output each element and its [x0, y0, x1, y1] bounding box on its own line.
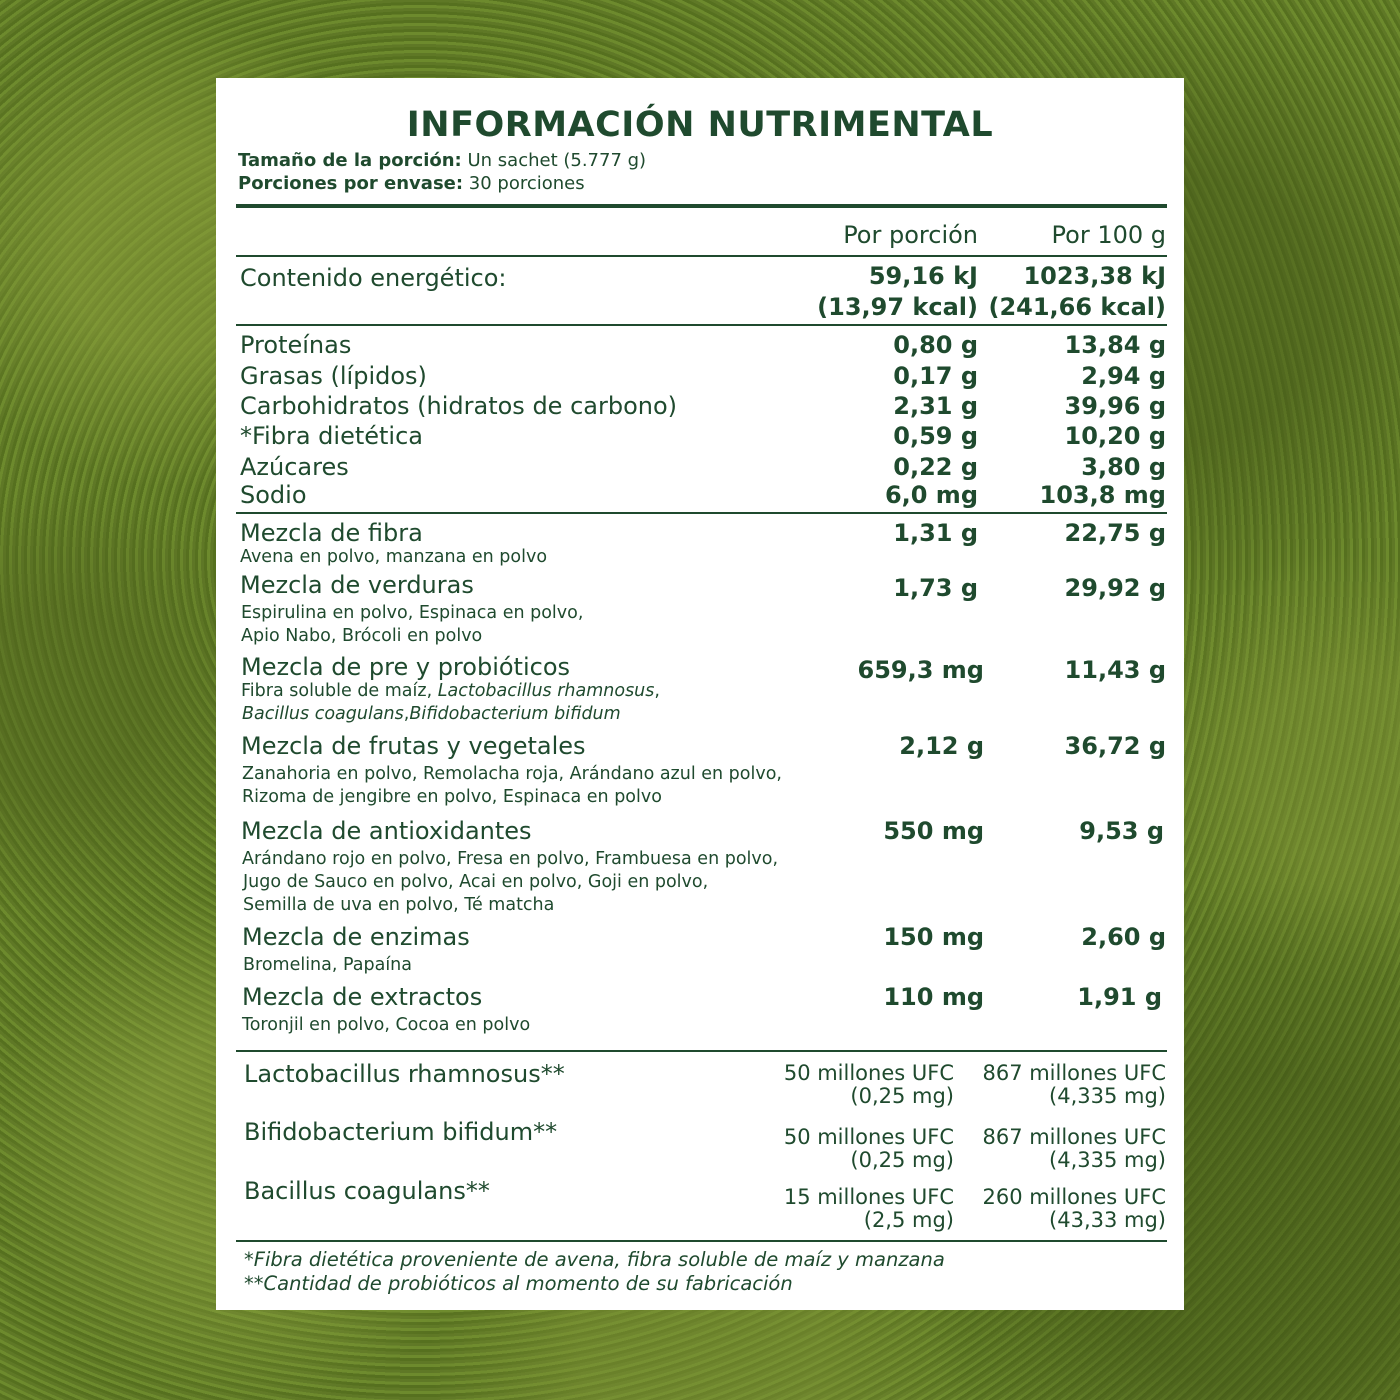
probiotic-100g-mg: (4,335 mg): [1049, 1084, 1166, 1108]
probiotic-100g: 867 millones UFC: [982, 1125, 1166, 1149]
blend-portion: 110 mg: [883, 983, 984, 1011]
footnote: **Cantidad de probióticos al momento de su fabricación: [244, 1272, 793, 1295]
servings-per-container: [238, 175, 585, 193]
nutrient-100g: 13,84 g: [1064, 331, 1166, 359]
probiotic-portion-mg: (0,25 mg): [850, 1148, 954, 1172]
divider: [236, 255, 1167, 257]
nutrient-name: *Fibra dietética: [240, 422, 423, 450]
blend-ingredients: Jugo de Sauco en polvo, Acai en polvo, Goji en polvo,: [243, 872, 709, 892]
serving-size: [238, 152, 646, 170]
probiotic-name: Lactobacillus rhamnosus**: [244, 1060, 565, 1088]
blend-ingredients: Zanahoria en polvo, Remolacha roja, Arándano azul en polvo,: [242, 764, 782, 784]
nutrient-portion: 0,59 g: [893, 422, 978, 450]
blend-100g: 29,92 g: [1064, 574, 1166, 602]
divider: [236, 1240, 1167, 1242]
blend-100g: 36,72 g: [1064, 732, 1166, 760]
energy-label: Contenido energético:: [240, 264, 507, 292]
blend-portion: 1,31 g: [893, 519, 978, 547]
energy-portion-kj: 59,16 kJ: [868, 262, 978, 290]
probiotic-100g-mg: (4,335 mg): [1049, 1148, 1166, 1172]
serving-size-value: Un sachet (5.777 g): [467, 150, 647, 171]
blend-name: Mezcla de fibra: [240, 519, 423, 547]
label-title: INFORMACIÓN NUTRIMENTAL: [406, 105, 994, 145]
blend-portion: 550 mg: [883, 817, 984, 845]
ingredient-text: Fibra soluble de maíz,: [241, 681, 433, 701]
nutrition-label: [216, 78, 1184, 1310]
blend-100g: 22,75 g: [1064, 519, 1166, 547]
blend-name: Mezcla de enzimas: [242, 923, 470, 951]
blend-portion: 150 mg: [883, 923, 984, 951]
serving-size-label: Tamaño de la porción:: [238, 150, 462, 171]
probiotic-100g: 867 millones UFC: [982, 1061, 1166, 1085]
blend-name: Mezcla de frutas y vegetales: [241, 732, 586, 760]
ingredient-separator: ,: [654, 681, 660, 701]
blend-ingredients: Bromelina, Papaína: [243, 955, 413, 975]
energy-100g-kj: 1023,38 kJ: [1023, 262, 1166, 290]
nutrient-portion: 2,31 g: [893, 392, 978, 420]
nutrient-portion: 6,0 mg: [884, 481, 978, 509]
nutrient-100g: 103,8 mg: [1039, 481, 1166, 509]
probiotic-100g-mg: (43,33 mg): [1049, 1208, 1166, 1232]
probiotic-portion: 15 millones UFC: [783, 1185, 954, 1209]
probiotic-portion-mg: (0,25 mg): [850, 1084, 954, 1108]
nutrient-portion: 0,22 g: [893, 453, 978, 481]
probiotic-portion: 50 millones UFC: [783, 1125, 954, 1149]
blend-ingredients: Avena en polvo, manzana en polvo: [240, 547, 548, 567]
probiotic-100g: 260 millones UFC: [982, 1185, 1166, 1209]
servings-per-container-label: Porciones por envase:: [238, 173, 464, 194]
nutrient-name: Sodio: [240, 481, 307, 509]
divider: [236, 204, 1167, 208]
column-header-portion: Por porción: [843, 221, 978, 249]
energy-100g-kcal: (241,66 kcal): [988, 293, 1166, 321]
probiotic-portion: 50 millones UFC: [783, 1061, 954, 1085]
nutrient-100g: 10,20 g: [1064, 422, 1166, 450]
nutrient-name: Carbohidratos (hidratos de carbono): [240, 392, 678, 420]
ingredient-species: Bacillus coagulans: [242, 704, 404, 724]
blend-100g: 2,60 g: [1081, 923, 1166, 951]
blend-name: Mezcla de antioxidantes: [241, 817, 532, 845]
blend-100g: 1,91 g: [1077, 983, 1162, 1011]
blend-ingredients: [242, 706, 621, 724]
probiotic-portion-mg: (2,5 mg): [863, 1208, 954, 1232]
blend-100g: 11,43 g: [1064, 656, 1166, 684]
blend-ingredients: Toronjil en polvo, Cocoa en polvo: [242, 1015, 531, 1035]
divider: [236, 324, 1167, 326]
nutrient-100g: 39,96 g: [1064, 392, 1166, 420]
nutrient-100g: 2,94 g: [1081, 362, 1166, 390]
blend-portion: 2,12 g: [899, 732, 984, 760]
blend-100g: 9,53 g: [1079, 817, 1164, 845]
blend-name: Mezcla de verduras: [240, 571, 474, 599]
energy-portion-kcal: (13,97 kcal): [817, 293, 978, 321]
probiotic-name: Bacillus coagulans**: [244, 1177, 490, 1205]
blend-ingredients: [241, 683, 660, 701]
ingredient-species: Bifidobacterium bifidum: [409, 704, 621, 724]
blend-ingredients: Apio Nabo, Brócoli en polvo: [241, 626, 483, 646]
ingredient-species: Lactobacillus rhamnosus: [437, 681, 655, 701]
ingredient-separator: ,: [403, 704, 410, 724]
blend-ingredients: Arándano rojo en polvo, Fresa en polvo, Frambuesa en polvo,: [242, 849, 779, 869]
divider: [236, 512, 1167, 514]
nutrient-name: Grasas (lípidos): [240, 362, 427, 390]
blend-portion: 659,3 mg: [857, 656, 984, 684]
blend-portion: 1,73 g: [893, 574, 978, 602]
blend-name: Mezcla de extractos: [242, 983, 483, 1011]
servings-per-container-value: 30 porciones: [468, 173, 585, 194]
footnote: *Fibra dietética proveniente de avena, fibra soluble de maíz y manzana: [244, 1248, 945, 1271]
divider: [236, 1050, 1167, 1052]
nutrient-portion: 0,17 g: [893, 362, 978, 390]
blend-name: Mezcla de pre y probióticos: [241, 653, 571, 681]
nutrient-name: Azúcares: [240, 453, 349, 481]
blend-ingredients: Semilla de uva en polvo, Té matcha: [243, 895, 555, 915]
column-header-100g: Por 100 g: [1051, 221, 1166, 249]
nutrient-portion: 0,80 g: [893, 331, 978, 359]
nutrient-name: Proteínas: [240, 331, 352, 359]
blend-ingredients: Espirulina en polvo, Espinaca en polvo,: [241, 603, 584, 623]
nutrient-100g: 3,80 g: [1081, 453, 1166, 481]
blend-ingredients: Rizoma de jengibre en polvo, Espinaca en polvo: [242, 787, 662, 807]
probiotic-name: Bifidobacterium bifidum**: [244, 1118, 558, 1146]
